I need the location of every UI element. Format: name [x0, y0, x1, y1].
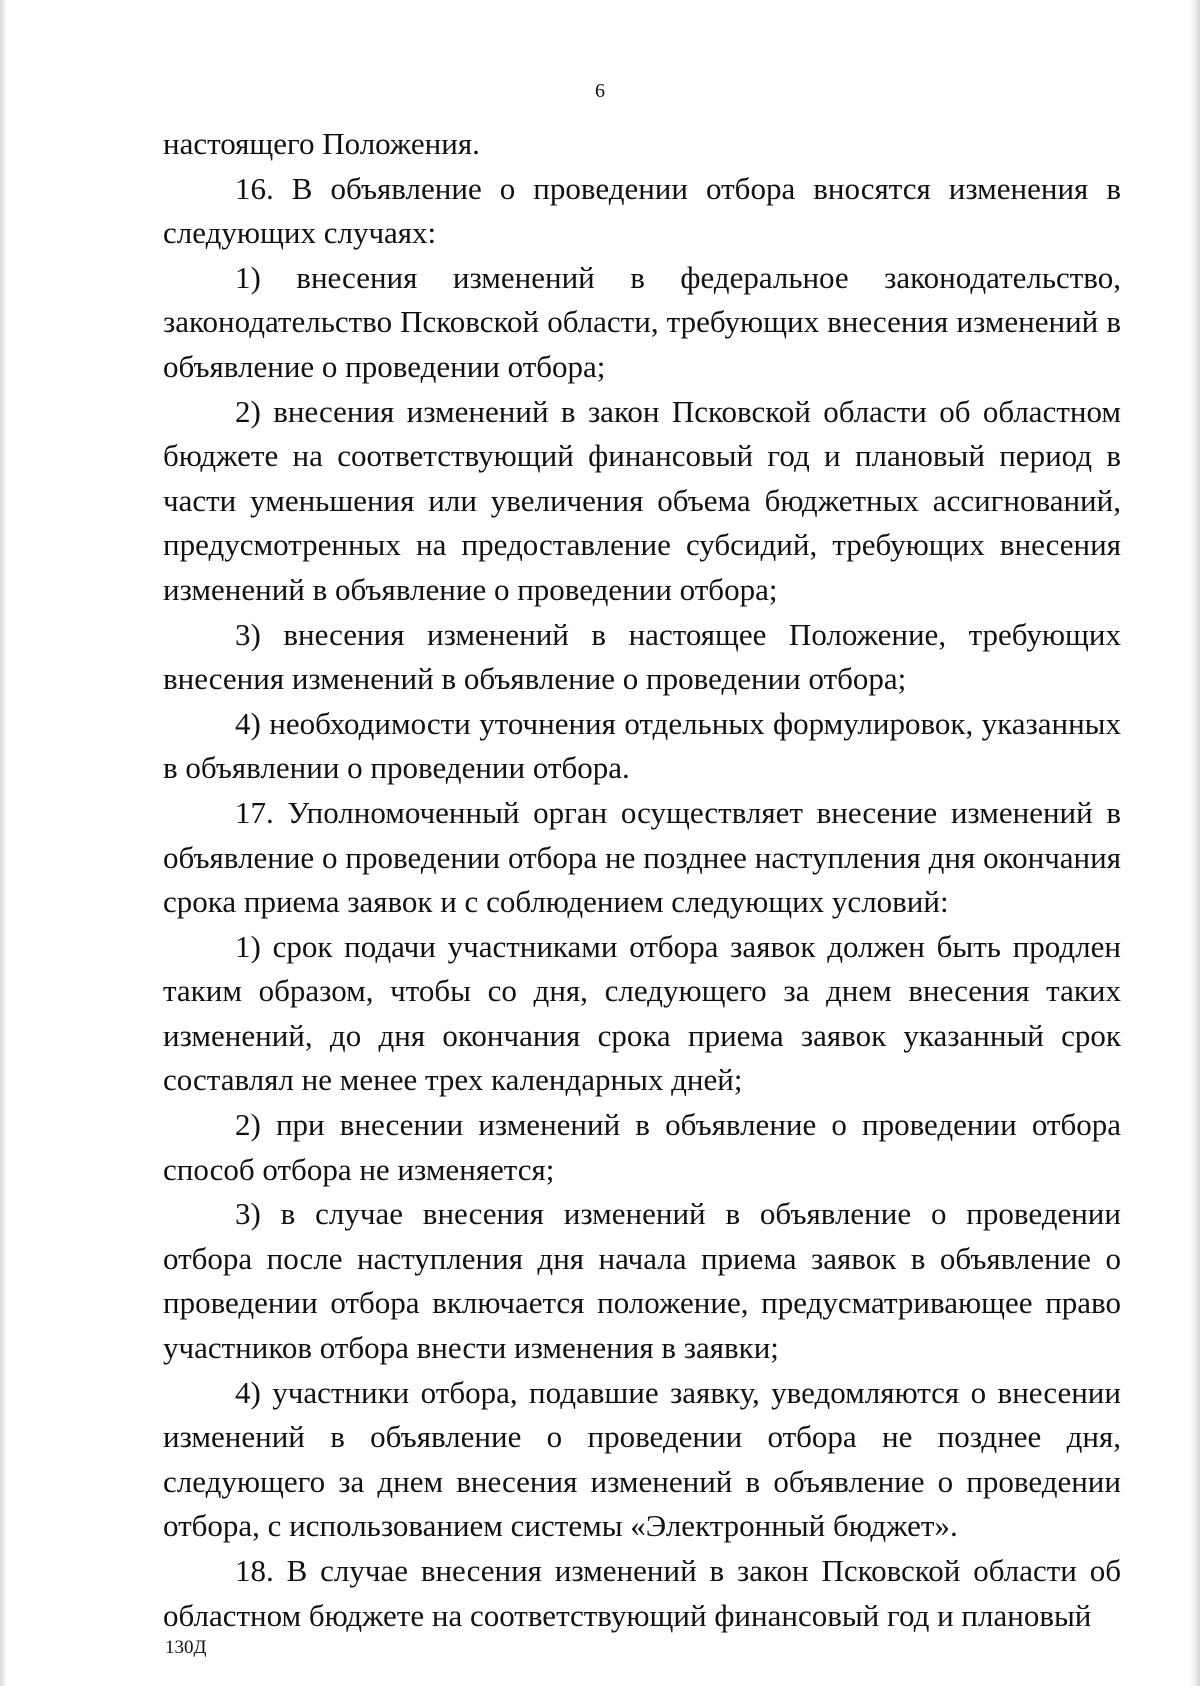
paragraph-16-item-2: 2) внесения изменений в закон Псковской области об областном бюджете на соответствующий финансовый год и плановый период в части уменьшения или увеличения объема бюджетных ассигнований, предусмотренных на предоставление субсидий, требующих внесения изменений в объявление о проведении отбора; [163, 393, 1121, 607]
paragraph-continuation: настоящего Положения. [163, 126, 480, 161]
document-body [163, 122, 1121, 1638]
paragraph-16-item-4: 4) необходимости уточнения отдельных формулировок, указанных в объявлении о проведении отбора. [163, 705, 1121, 786]
paragraph-16-item-1: 1) внесения изменений в федеральное законодательство, законодательство Псковской области, требующих внесения изменений в объявление о проведении отбора; [163, 259, 1121, 384]
page-number: 6 [595, 80, 605, 102]
paragraph-17-item-1: 1) срок подачи участниками отбора заявок должен быть продлен таким образом, чтобы со дня, следующего за днем внесения таких изменений, до дня окончания срока приема заявок указанный срок составлял не менее трех календарных дней; [163, 928, 1121, 1098]
paragraph-17-item-2: 2) при внесении изменений в объявление о проведении отбора способ отбора не изменяется; [163, 1107, 1121, 1187]
paragraph-17-item-3: 3) в случае внесения изменений в объявление о проведении отбора после наступления дня начала приема заявок в объявление о проведении отбора включается положение, предусматривающее право участников отбора внести изменения в заявки; [163, 1196, 1121, 1366]
paragraph-18: 18. В случае внесения изменений в закон Псковской области об областном бюджете на соответствующий финансовый год и плановый [163, 1553, 1121, 1633]
paragraph-17-item-4: 4) участники отбора, подавшие заявку, уведомляются о внесении изменений в объявление о проведении отбора не позднее дня, следующего за днем внесения изменений в объявление о проведении отбора, с использованием системы «Электронный бюджет». [163, 1374, 1121, 1544]
scan-edge-right [1190, 0, 1200, 1686]
document-code: 130Д [165, 1637, 207, 1658]
scan-edge-left [0, 0, 8, 1686]
paragraph-16-item-3: 3) внесения изменений в настоящее Положение, требующих внесения изменений в объявление о проведении отбора; [163, 616, 1121, 697]
paragraph-17: 17. Уполномоченный орган осуществляет внесение изменений в объявление о проведении отбора не позднее наступления дня окончания срока приема заявок и с соблюдением следующих условий: [163, 794, 1121, 920]
paragraph-16: 16. В объявление о проведении отбора вносятся изменения в следующих случаях: [163, 170, 1121, 251]
